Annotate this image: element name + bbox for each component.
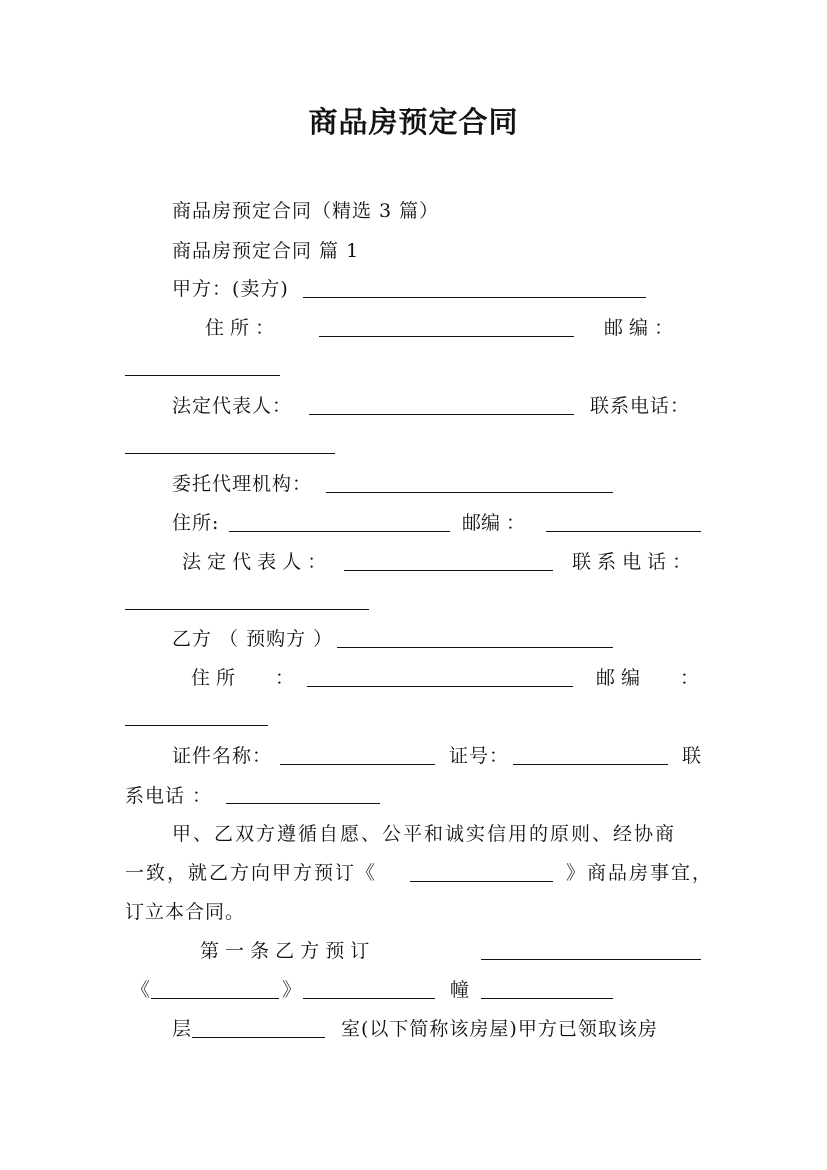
party-b-postcode-label: 邮 编 xyxy=(596,667,641,689)
party-b-phone-label-part1: 联 xyxy=(682,745,702,767)
id-name-blank[interactable] xyxy=(280,764,435,765)
agency-address-label: 住所: xyxy=(172,512,220,534)
para1-line2-a: 一致，就乙方向甲方预订《 xyxy=(125,862,378,884)
id-no-label: 证号： xyxy=(449,745,510,767)
party-a-blank[interactable] xyxy=(303,297,646,298)
article1-label: 第 一 条 乙 方 预 订 xyxy=(200,940,370,962)
para1-line3: 订立本合同。 xyxy=(125,901,246,923)
party-a-address-blank[interactable] xyxy=(319,336,574,337)
article1-blank[interactable] xyxy=(481,959,701,960)
party-b-phone-blank[interactable] xyxy=(226,803,380,804)
party-a-phone-label: 联系电话： xyxy=(590,395,691,417)
party-b-phone-label-part2: 系电话 ： xyxy=(125,785,213,807)
agency-address-blank[interactable] xyxy=(229,531,450,532)
article1-open-bracket: 《 xyxy=(131,979,151,1001)
document-subtitle: 商品房预定合同（精选 3 篇） xyxy=(172,200,440,222)
party-b-postcode-blank[interactable] xyxy=(125,725,268,726)
agency-label: 委托代理机构： xyxy=(172,473,313,495)
article1-rest: 室(以下简称该房屋)甲方已领取该房 xyxy=(341,1018,658,1040)
agency-rep-blank[interactable] xyxy=(344,570,553,571)
article1-unit-blank[interactable] xyxy=(481,998,613,999)
party-a-label: 甲方：(卖方) xyxy=(172,278,289,300)
agency-blank[interactable] xyxy=(326,492,613,493)
section-heading: 商品房预定合同 篇 1 xyxy=(172,240,360,262)
party-b-label: 乙方 （ 预购方 ） xyxy=(172,628,334,650)
id-name-label: 证件名称： xyxy=(172,745,273,767)
para1-line1: 甲、乙双方遵循自愿、公平和诚实信用的原则、经协商 xyxy=(172,823,677,845)
agency-postcode-label: 邮编 ： xyxy=(462,512,526,534)
article1-floor-label: 层 xyxy=(172,1018,192,1040)
party-a-rep-label: 法定代表人： xyxy=(172,395,293,417)
party-b-address-label: 住 所 xyxy=(191,667,236,689)
id-no-blank[interactable] xyxy=(513,764,668,765)
party-b-address-blank[interactable] xyxy=(307,686,573,687)
document-title: 商品房预定合同 xyxy=(308,105,519,139)
party-a-address-label: 住 所 ： xyxy=(205,317,275,339)
article1-building-blank[interactable] xyxy=(303,998,435,999)
agency-rep-label: 法 定 代 表 人 ： xyxy=(182,551,327,573)
party-a-rep-blank[interactable] xyxy=(309,414,574,415)
party-b-postcode-colon: ： xyxy=(680,667,700,689)
agency-postcode-blank[interactable] xyxy=(546,531,701,532)
para1-line2-b: 》商品房事宜， xyxy=(566,862,714,884)
party-a-postcode-label: 邮 编 ： xyxy=(604,317,674,339)
agency-phone-blank[interactable] xyxy=(125,609,369,610)
project-name-blank[interactable] xyxy=(410,881,553,882)
article1-floor-blank[interactable] xyxy=(192,1037,325,1038)
agency-phone-label: 联 系 电 话 ： xyxy=(572,551,692,573)
article1-building-label: 幢 xyxy=(450,979,470,1001)
party-b-blank[interactable] xyxy=(337,647,613,648)
article1-project-blank[interactable] xyxy=(151,998,279,999)
party-a-phone-blank[interactable] xyxy=(125,453,335,454)
party-a-postcode-blank[interactable] xyxy=(125,375,280,376)
party-b-address-colon: ： xyxy=(275,667,295,689)
article1-close-bracket: 》 xyxy=(282,979,302,1001)
